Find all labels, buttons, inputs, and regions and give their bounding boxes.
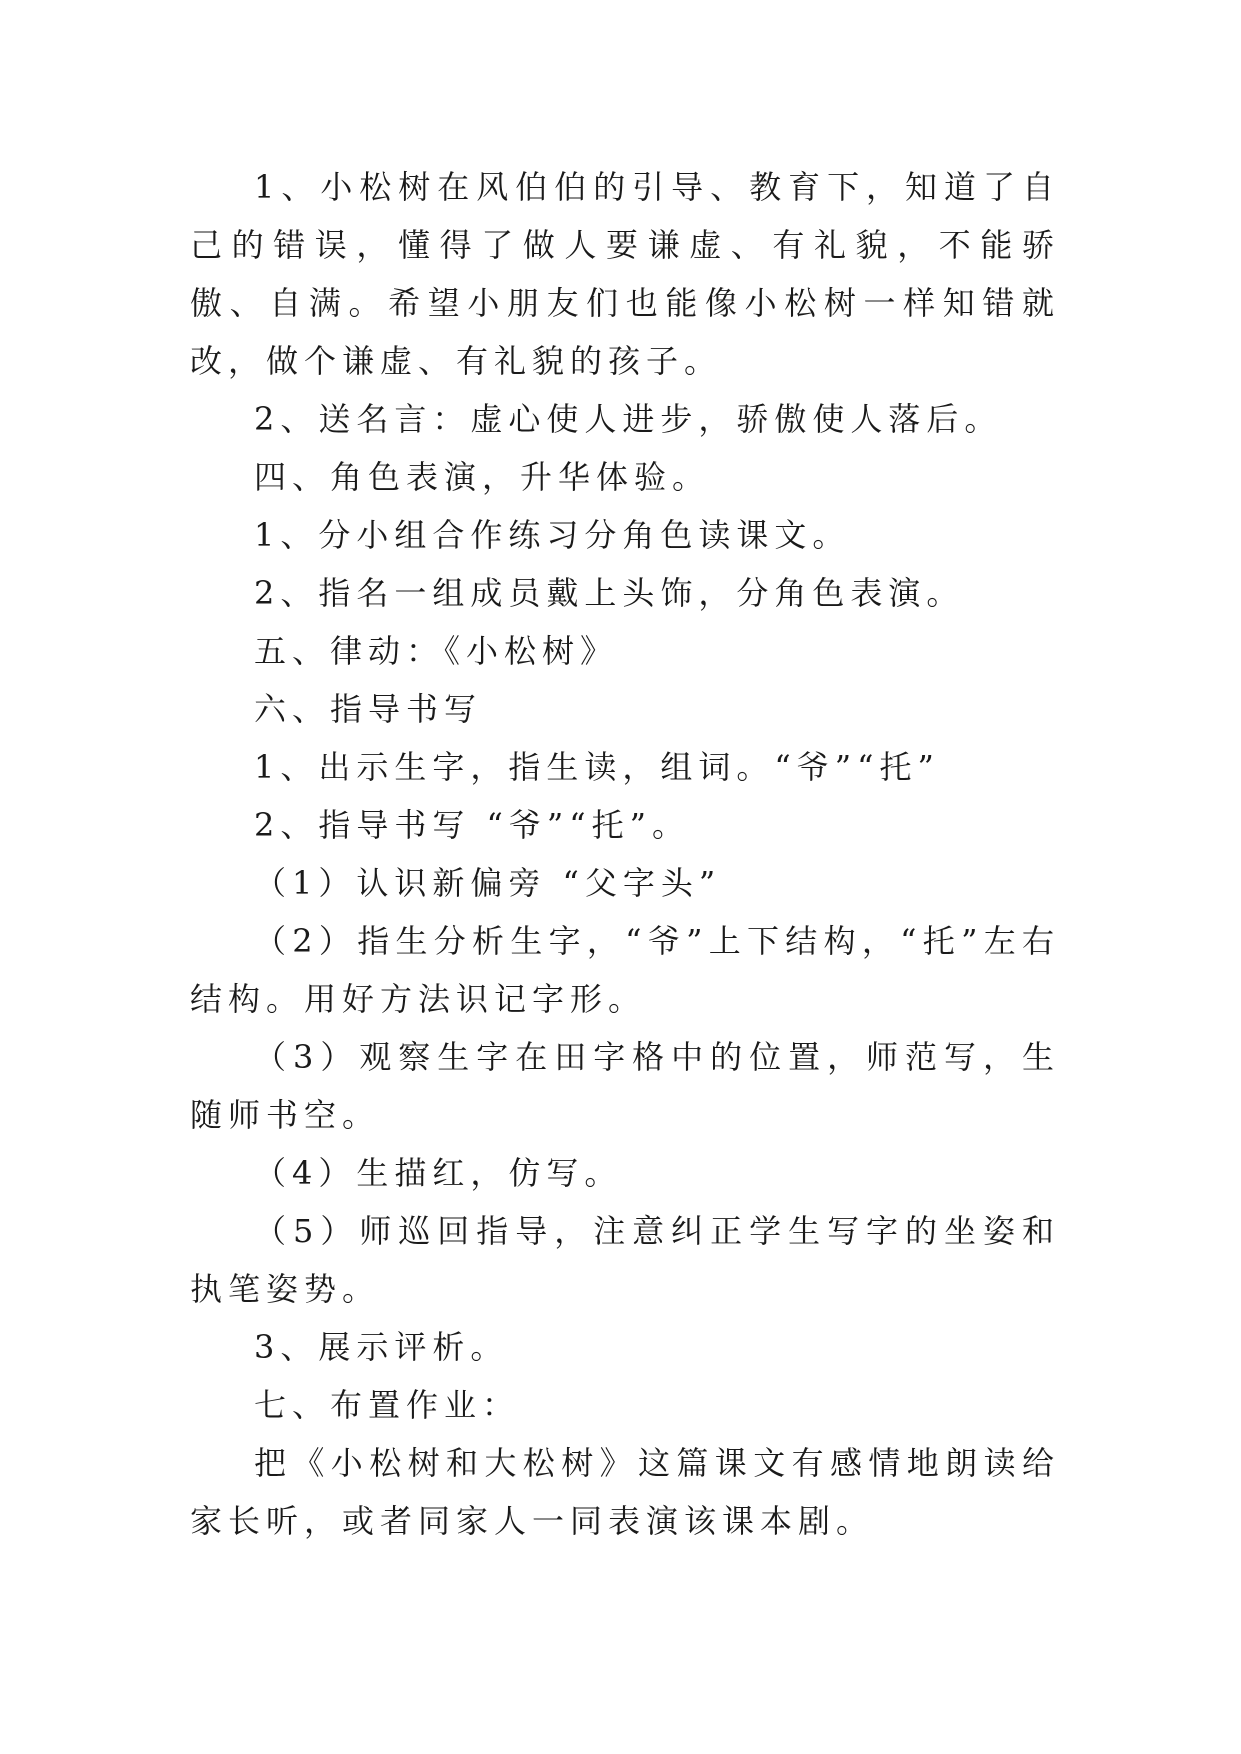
paragraph-step-4: （4）生描红，仿写。 [254,1154,623,1192]
paragraph-step-5: （5）师巡回指导，注意纠正学生写字的坐姿和执笔姿势。 [190,1212,1060,1308]
paragraph-step-1: （1）认识新偏旁 “父字头” [254,864,722,902]
section-heading-writing: 六、指导书写 [254,690,483,728]
section-heading-homework: 七、布置作业： [254,1386,521,1424]
paragraph-guide-writing: 2、指导书写 “爷”“托”。 [254,806,690,844]
paragraph-step-3: （3）观察生字在田字格中的位置，师范写，生随师书空。 [190,1038,1060,1134]
paragraph-show-characters: 1、出示生字，指生读，组词。“爷”“托” [254,748,940,786]
section-heading-role-play: 四、角色表演，升华体验。 [254,458,711,496]
section-heading-rhythm: 五、律动：《小松树》 [254,632,619,670]
paragraph-group-reading: 1、分小组合作练习分角色读课文。 [254,516,851,554]
paragraph-homework: 把《小松树和大松树》这篇课文有感情地朗读给家长听，或者同家人一同表演该课本剧。 [190,1444,1060,1540]
paragraph-quote: 2、送名言：虚心使人进步，骄傲使人落后。 [254,400,1003,438]
paragraph-performance: 2、指名一组成员戴上头饰，分角色表演。 [254,574,965,612]
paragraph-step-2: （2）指生分析生字，“爷”上下结构，“托”左右结构。用好方法识记字形。 [190,922,1060,1018]
paragraph-summary: 1、小松树在风伯伯的引导、教育下，知道了自己的错误，懂得了做人要谦虚、有礼貌，不能骄傲、自满。希望小朋友们也能像小松树一样知错就改，做个谦虚、有礼貌的孩子。 [190,168,1060,380]
paragraph-evaluation: 3、展示评析。 [254,1328,509,1366]
document-body [190,158,1060,1550]
